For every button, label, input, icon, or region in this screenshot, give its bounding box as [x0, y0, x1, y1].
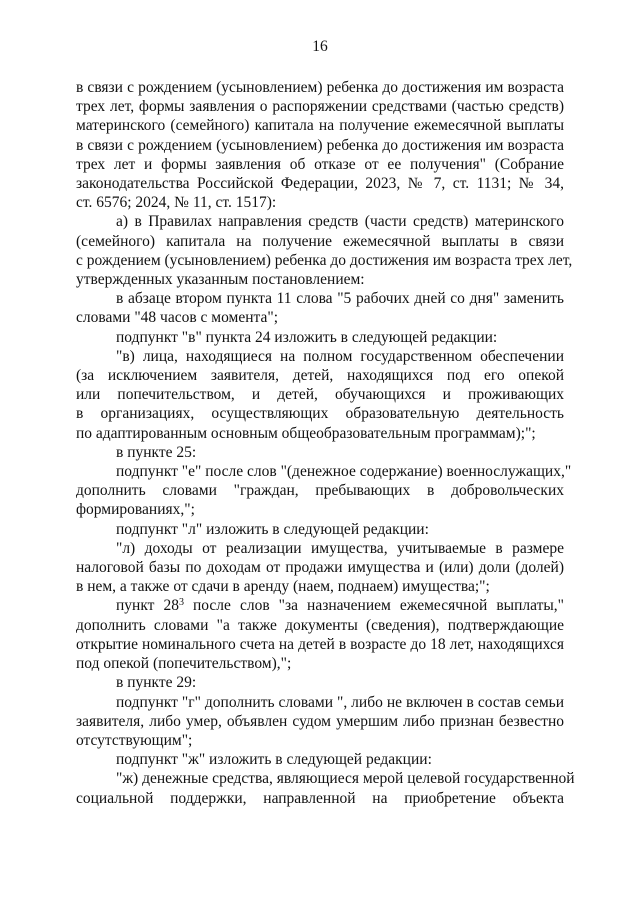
text-line: налоговой базы по доходам от продажи имущества и (или) доли (долей)	[76, 559, 564, 577]
superscript: 3	[178, 597, 184, 609]
text-line: по адаптированным основным общеобразовательным программам);";	[76, 424, 536, 442]
text-line: отсутствующим";	[76, 731, 193, 749]
text-line: пункт $28^3$ после слов "за назначением ежемесячной выплаты,"	[116, 597, 564, 615]
text-line: в организациях, осуществляющих образовательную деятельность	[76, 405, 564, 423]
text-line: дополнить словами "а также документы (сведения), подтверждающие	[76, 616, 564, 634]
text-line: в абзаце втором пункта 11 слова "5 рабочих дней со дня" заменить	[116, 290, 564, 308]
text-line: трех лет и формы заявления об отказе от ее получения" (Собрание	[76, 155, 564, 173]
text-line: "ж) денежные средства, являющиеся мерой целевой государственной	[116, 770, 575, 788]
text-line: или попечительством, и детей, обучающихся и проживающих	[76, 386, 564, 404]
text-line: в связи с рождением (усыновлением) ребенка до достижения им возраста	[76, 136, 564, 154]
text-line: ст. 6576; 2024, № 11, ст. 1517):	[76, 194, 277, 212]
text-line: законодательства Российской Федерации, 2023, № 7, ст. 1131; № 34,	[76, 175, 564, 193]
text-line: материнского (семейного) капитала на получение ежемесячной выплаты	[76, 117, 564, 135]
text-line: с рождением (усыновлением) ребенка до достижения им возраста трех лет,	[76, 251, 573, 269]
text-line: заявителя, либо умер, объявлен судом умершим либо признан безвестно	[76, 712, 564, 730]
text-line: "л) доходы от реализации имущества, учитываемые в размере	[116, 539, 564, 557]
text-line: социальной поддержки, направленной на приобретение объекта	[76, 789, 564, 807]
text-line: утвержденных указанным постановлением:	[76, 271, 365, 289]
text-line: подпункт "л" изложить в следующей редакции:	[116, 520, 429, 538]
text-line: (за исключением заявителя, детей, находящихся под его опекой	[76, 367, 564, 385]
text-line: в пункте 29:	[116, 674, 197, 692]
text-line: подпункт "ж" изложить в следующей редакции:	[116, 751, 432, 769]
text-line: (семейного) капитала на получение ежемесячной выплаты в связи	[76, 232, 564, 250]
text-line: подпункт "е" после слов "(денежное содержание) военнослужащих,"	[116, 463, 572, 481]
text-line: формированиях,";	[76, 501, 195, 519]
point-ref: пункт $28^3$	[116, 597, 184, 615]
text-line: а) в Правилах направления средств (части средств) материнского	[116, 213, 564, 231]
text-line: в связи с рождением (усыновлением) ребенка до достижения им возраста	[76, 79, 564, 96]
text-line: трех лет, формы заявления о распоряжении средствами (частью средств)	[76, 98, 564, 116]
document-body	[76, 78, 575, 808]
page-number: 16	[312, 38, 328, 55]
text-line: открытие номинального счета на детей в возрасте до 18 лет, находящихся	[76, 635, 564, 653]
text-line: словами "48 часов с момента";	[76, 309, 279, 327]
text-line: в пункте 25:	[116, 443, 197, 461]
text-line: в нем, а также от сдачи в аренду (наем, поднаем) имущества;";	[76, 578, 490, 596]
text-line: "в) лица, находящиеся на полном государственном обеспечении	[116, 347, 564, 365]
text-line: под опекой (попечительством),";	[76, 655, 292, 673]
text-line: подпункт "в" пункта 24 изложить в следующей редакции:	[116, 328, 498, 346]
text-line: дополнить словами "граждан, пребывающих в добровольческих	[76, 482, 564, 500]
text-line: подпункт "г" дополнить словами ", либо не включен в состав семьи	[116, 693, 564, 711]
